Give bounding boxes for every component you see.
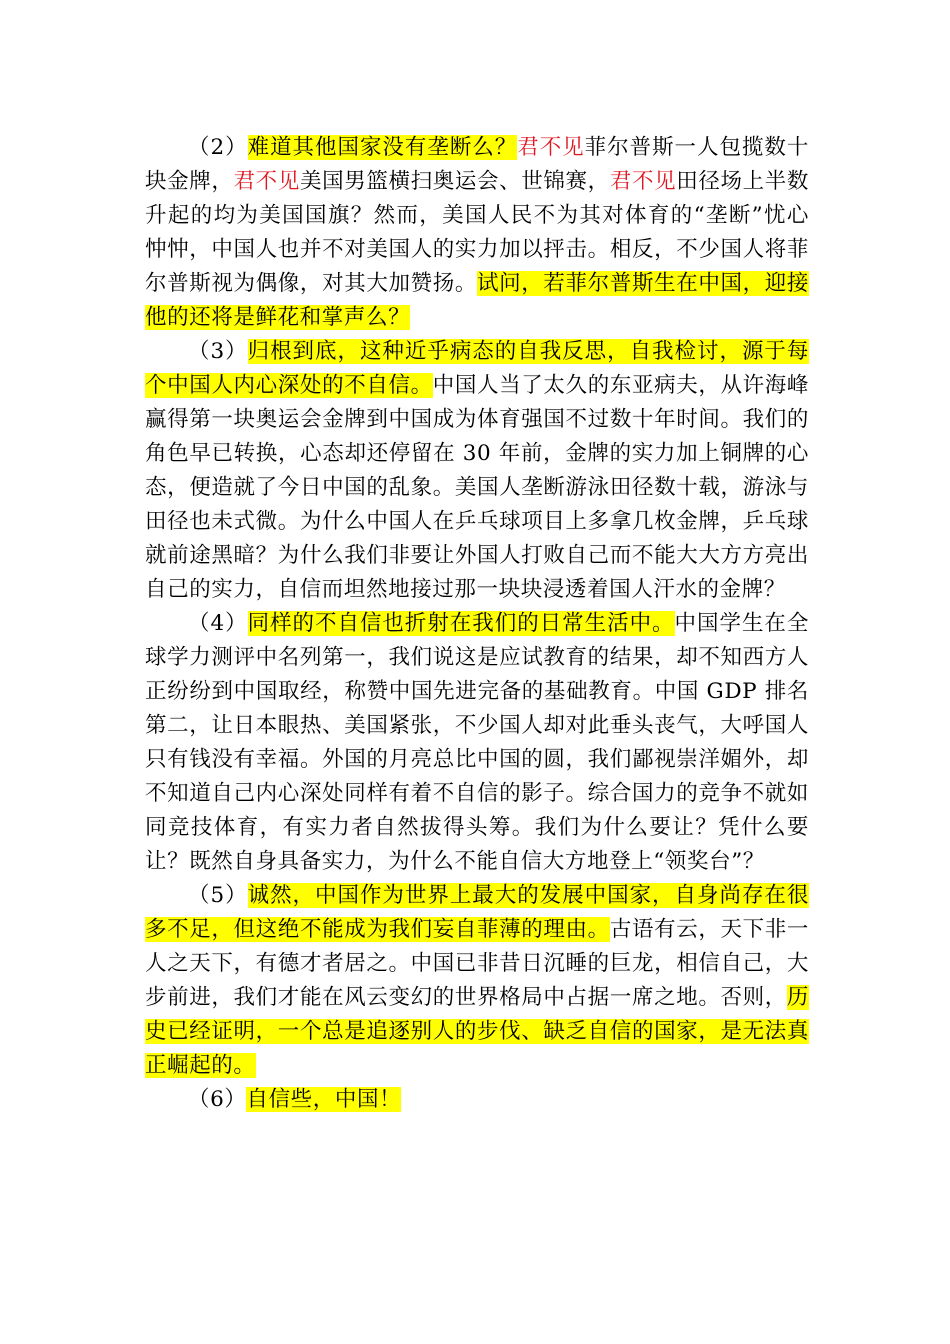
highlighted-text: 诚然，中国作为世界上最大的发展中国家，自身尚存在很多不足，但这绝不能成为我们妄自菲薄的理由。	[145, 883, 809, 942]
red-emphasis-text: 君不见	[517, 135, 585, 160]
paragraph-5	[145, 879, 809, 1083]
highlighted-text: 难道其他国家没有垄断么？	[247, 135, 518, 160]
paragraph-number: （4）	[188, 611, 248, 636]
paragraph-number: （2）	[188, 135, 248, 160]
body-text: 古语有云，天下非一人之天下，有德才者居之。中国已非昔日沉睡的巨龙，相信自己，大步前进，我们才能在风云变幻的世界格局中占据一席之地。否则，	[145, 917, 810, 1010]
highlighted-text: 归根到底，这种近乎病态的自我反思，自我检讨，源于每个中国人内心深处的不自信。	[145, 339, 809, 398]
paragraph-number: （3）	[188, 339, 248, 364]
body-text: 田径场上半数升起的均为美国国旗？然而，美国人民不为其对体育的“垄断”忧心忡忡，中国人也并不对美国人的实力加以抨击。相反，不少国人将菲尔普斯视为偶像，对其大加赞扬。	[145, 169, 809, 296]
paragraph-4	[145, 607, 809, 879]
highlighted-text: 同样的不自信也折射在我们的日常生活中。	[247, 611, 675, 636]
essay-body	[145, 131, 809, 1117]
paragraph-3	[145, 335, 809, 607]
highlighted-text: 历史已经证明，一个总是追逐别人的步伐、缺乏自信的国家，是无法真正崛起的。	[145, 985, 809, 1078]
highlighted-text: 自信些，中国！	[246, 1087, 402, 1112]
paragraph-number: （6）	[188, 1087, 247, 1112]
red-emphasis-text: 君不见	[609, 169, 677, 194]
body-text: 美国男篮横扫奥运会、世锦赛，	[299, 169, 610, 194]
highlighted-text: 试问，若菲尔普斯生在中国，迎接他的还将是鲜花和掌声么？	[145, 271, 809, 330]
body-text: 中国学生在全球学力测评中名列第一，我们说这是应试教育的结果，却不知西方人正纷纷到中国取经，称赞中国先进完备的基础教育。中国 GDP 排名第二，让日本眼热、美国紧张，不少国人却对此垂头丧气，大呼国人只有钱没有幸福。外国的月亮总比中国的圆，我们鄙视崇洋媚外，却不知道自己内心深处同样有着不自信的影子。综合国力的竞争不就如同竞技体育，有实力者自然拔得头筹。我们为什么要让？凭什么要让？既然自身具备实力，为什么不能自信大方地登上“领奖台”？	[145, 611, 809, 874]
red-emphasis-text: 君不见	[233, 169, 300, 194]
paragraph-6	[145, 1083, 809, 1117]
body-text: 中国人当了太久的东亚病夫，从许海峰赢得第一块奥运会金牌到中国成为体育强国不过数十年时间。我们的角色早已转换，心态却还停留在 30 年前，金牌的实力加上铜牌的心态，便造就了今日中国的乱象。美国人垄断游泳田径数十载，游泳与田径也未式微。为什么中国人在乒乓球项目上多拿几枚金牌，乒乓球就前途黑暗？为什么我们非要让外国人打败自己而不能大大方方亮出自己的实力，自信而坦然地接过那一块块浸透着国人汗水的金牌？	[145, 373, 809, 602]
paragraph-2	[145, 131, 809, 335]
body-text: 菲尔普斯一人包揽数十块金牌，	[145, 135, 809, 194]
paragraph-number: （5）	[188, 883, 248, 908]
